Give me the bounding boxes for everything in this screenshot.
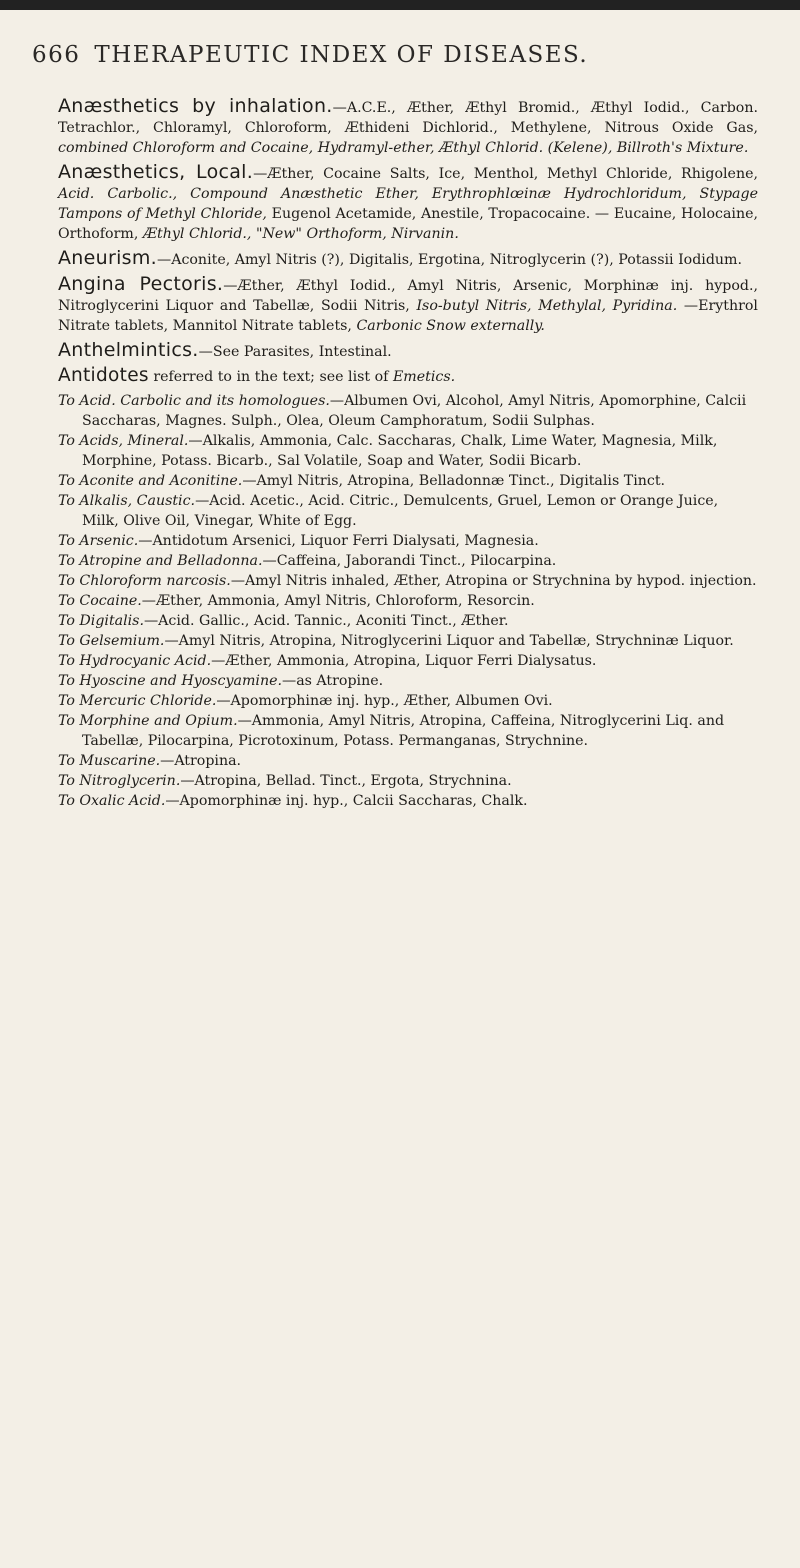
- entry-body: —See Parasites, Intestinal.: [198, 344, 392, 360]
- entry-body-italic-2: Æthyl Chlorid., "New" Orthoform, Nirvanin.: [142, 226, 459, 242]
- entry-body-italic-2: Carbonic Snow externally.: [356, 318, 545, 334]
- page-number: 666: [32, 42, 81, 68]
- antidote-remedy: —Acid. Acetic., Acid. Citric., Demulcents, Gruel, Lemon or Orange Juice, Milk, Olive Oil, Vinegar, White of Egg.: [82, 493, 719, 529]
- antidote-remedy: —Caffeina, Jaborandi Tinct., Pilocarpina.: [262, 553, 557, 569]
- antidote-item: [58, 551, 758, 571]
- entry-heading: Anthelmintics.: [58, 339, 199, 361]
- antidote-remedy: —Ammonia, Amyl Nitris, Atropina, Caffeina, Nitroglycerini Liq. and Tabellæ, Pilocarpina, Picrotoxinum, Potass. Permanganas, Strychnine.: [82, 713, 725, 749]
- entry-body: —Æther, Cocaine Salts, Ice, Menthol, Methyl Chloride, Rhigolene,: [253, 166, 758, 182]
- antidote-item: [58, 391, 758, 431]
- entry-anaesthetics-inhalation: [58, 96, 758, 158]
- antidote-agent: To Cocaine.: [58, 593, 142, 609]
- antidote-agent: To Gelsemium.: [58, 633, 165, 649]
- entry-body-italic: Iso-butyl Nitris, Methylal, Pyridina.: [416, 298, 678, 314]
- antidote-item: [58, 771, 758, 791]
- antidote-item: [58, 711, 758, 751]
- entry-heading: Anæsthetics, Local.: [58, 161, 254, 183]
- antidote-item: [58, 631, 758, 651]
- running-header: [32, 42, 772, 68]
- antidote-agent: To Morphine and Opium.: [58, 713, 238, 729]
- antidote-remedy: —Atropina, Bellad. Tinct., Ergota, Strychnina.: [180, 773, 512, 789]
- antidote-agent: To Acids, Mineral.: [58, 433, 189, 449]
- antidote-agent: To Mercuric Chloride.: [58, 693, 217, 709]
- antidote-remedy: —Amyl Nitris inhaled, Æther, Atropina or Strychnina by hypod. injection.: [230, 573, 757, 589]
- antidote-agent: To Muscarine.: [58, 753, 161, 769]
- antidote-remedy: —Acid. Gallic., Acid. Tannic., Aconiti Tinct., Æther.: [143, 613, 509, 629]
- antidote-item: [58, 491, 758, 531]
- entry-body: —A.C.E., Æther, Æthyl Bromid., Æthyl Iodid., Carbon. Tetrachlor., Chloramyl, Chloroform, Æthideni Dichlorid., Methylene, Nitrous Oxide Gas,: [58, 100, 758, 136]
- antidote-remedy: —Albumen Ovi, Alcohol, Amyl Nitris, Apomorphine, Calcii Saccharas, Magnes. Sulph., Olea, Oleum Camphoratum, Sodii Sulphas.: [82, 393, 747, 429]
- antidote-remedy: —Alkalis, Ammonia, Calc. Saccharas, Chalk, Lime Water, Magnesia, Milk, Morphine, Potass. Bicarb., Sal Volatile, Soap and Water, Sodii Bicarb.: [82, 433, 718, 469]
- antidote-remedy: —Antidotum Arsenici, Liquor Ferri Dialysati, Magnesia.: [138, 533, 539, 549]
- running-title: THERAPEUTIC INDEX OF DISEASES.: [94, 42, 589, 68]
- antidote-agent: To Hyoscine and Hyoscyamine.: [58, 673, 282, 689]
- entry-heading: Antidotes: [58, 365, 149, 386]
- antidote-item: [58, 671, 758, 691]
- antidote-agent: To Nitroglycerin.: [58, 773, 181, 789]
- antidote-item: [58, 591, 758, 611]
- entry-heading: Anæsthetics by inhalation.: [58, 95, 333, 117]
- antidote-item: [58, 751, 758, 771]
- entry-body-italic: Acid. Carbolic., Compound Anæsthetic Ether, Erythrophlœinæ Hydrochloridum, Stypage Tampons of Methyl Chloride,: [58, 186, 758, 222]
- antidote-item: [58, 431, 758, 471]
- antidote-remedy: —Amyl Nitris, Atropina, Nitroglycerini Liquor and Tabellæ, Strychninæ Liquor.: [164, 633, 734, 649]
- antidote-agent: To Hydrocyanic Acid.: [58, 653, 212, 669]
- antidote-item: [58, 651, 758, 671]
- antidotes-intro-italic: Emetics.: [392, 369, 456, 385]
- entry-heading: Aneurism.: [58, 247, 158, 269]
- antidote-item: [58, 471, 758, 491]
- entry-anthelmintics: [58, 340, 758, 362]
- entry-antidotes: [58, 366, 758, 387]
- antidote-remedy: —Apomorphinæ inj. hyp., Calcii Saccharas, Chalk.: [165, 793, 528, 809]
- antidote-agent: To Alkalis, Caustic.: [58, 493, 196, 509]
- top-rule: [0, 0, 800, 10]
- antidote-agent: To Oxalic Acid.: [58, 793, 166, 809]
- antidotes-intro: referred to in the text; see list of: [148, 369, 393, 385]
- antidote-agent: To Chloroform narcosis.: [58, 573, 231, 589]
- antidote-agent: To Arsenic.: [58, 533, 139, 549]
- antidote-item: [58, 531, 758, 551]
- entry-heading: Angina Pectoris.: [58, 273, 224, 295]
- entry-body-2: —Erythrol Nitrate tablets, Mannitol Nitrate tablets,: [58, 298, 758, 334]
- antidote-remedy: —Apomorphinæ inj. hyp., Æther, Albumen Ovi.: [216, 693, 553, 709]
- antidote-item: [58, 691, 758, 711]
- entry-aneurism: [58, 248, 758, 270]
- antidote-agent: To Atropine and Belladonna.: [58, 553, 263, 569]
- antidote-remedy: —Amyl Nitris, Atropina, Belladonnæ Tinct., Digitalis Tinct.: [242, 473, 666, 489]
- antidote-agent: To Aconite and Aconitine.: [58, 473, 243, 489]
- antidote-item: [58, 611, 758, 631]
- entry-body: —Aconite, Amyl Nitris (?), Digitalis, Ergotina, Nitroglycerin (?), Potassii Iodidum.: [157, 252, 743, 268]
- antidote-item: [58, 791, 758, 811]
- antidote-agent: To Digitalis.: [58, 613, 144, 629]
- antidote-agent: To Acid. Carbolic and its homologues.: [58, 393, 330, 409]
- antidote-remedy: —Atropina.: [160, 753, 242, 769]
- entry-angina-pectoris: [58, 274, 758, 336]
- entry-body-italic: combined Chloroform and Cocaine, Hydramyl-ether, Æthyl Chlorid. (Kelene), Billroth's Mixture.: [58, 140, 749, 156]
- entry-anaesthetics-local: [58, 162, 758, 244]
- antidote-remedy: —Æther, Ammonia, Amyl Nitris, Chloroform, Resorcin.: [141, 593, 535, 609]
- entry-body-2: Eugenol Acetamide, Anestile, Tropacocaine. — Eucaine, Holocaine, Orthoform,: [58, 206, 758, 242]
- antidote-remedy: —Æther, Ammonia, Atropina, Liquor Ferri Dialysatus.: [211, 653, 597, 669]
- antidote-remedy: —as Atropine.: [282, 673, 384, 689]
- antidote-list: [58, 391, 758, 811]
- antidote-item: [58, 571, 758, 591]
- index-content: [58, 96, 758, 811]
- entry-body: —Æther, Æthyl Iodid., Amyl Nitris, Arsenic, Morphinæ inj. hypod., Nitroglycerini Liquor and Tabellæ, Sodii Nitris,: [58, 278, 758, 314]
